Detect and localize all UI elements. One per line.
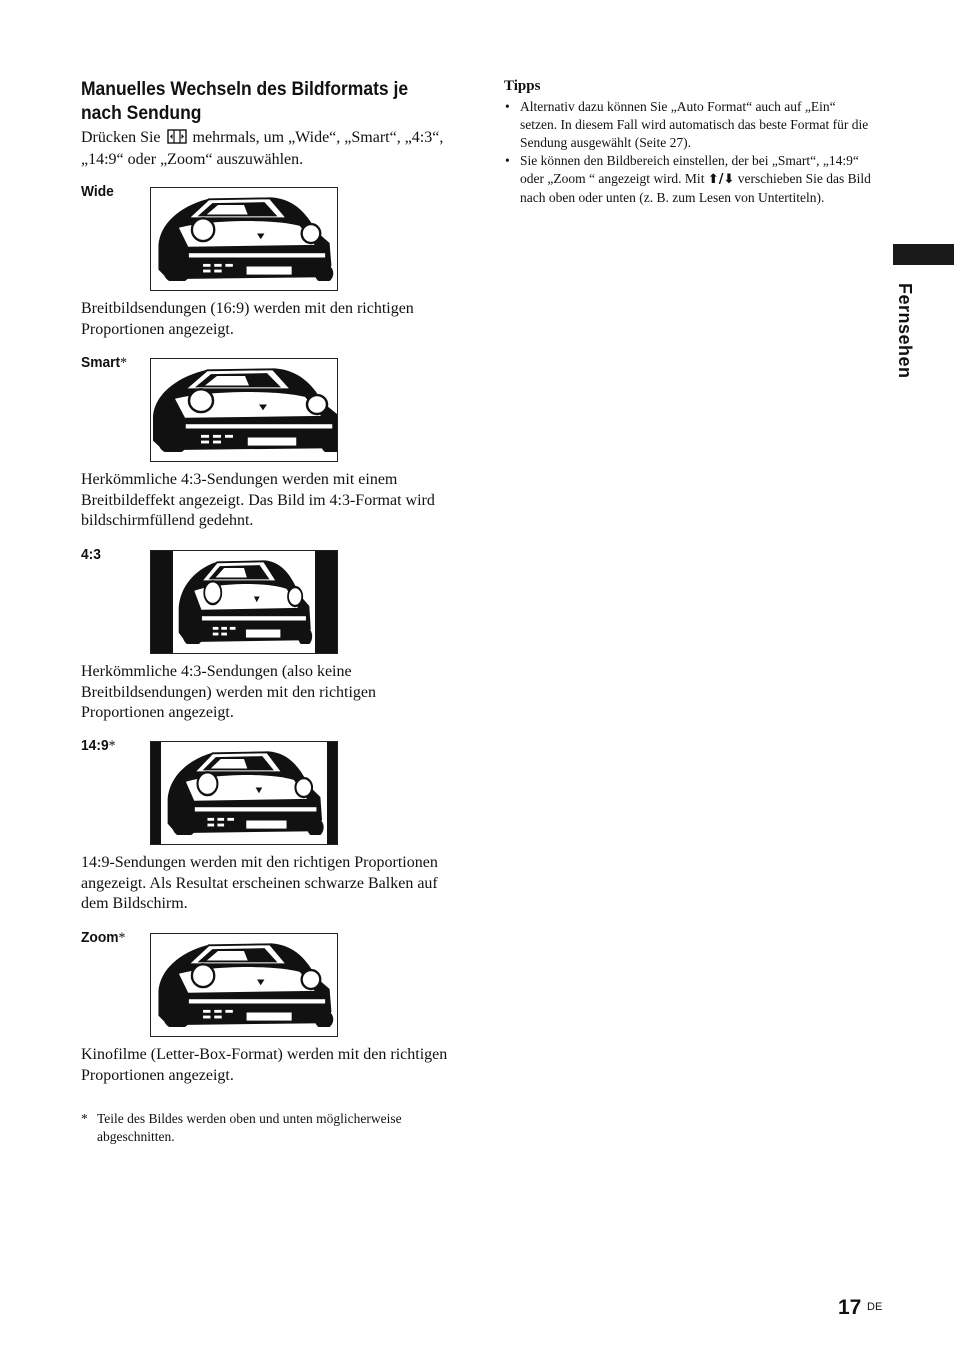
wide-mode-icon <box>167 129 187 150</box>
car-image <box>151 359 337 461</box>
14-9-format-screen <box>150 741 338 845</box>
smart-format-screen <box>150 358 338 462</box>
zoom-format-screen <box>150 933 338 1037</box>
intro-after-icon: mehrmals, um „Wide“, „Smart“, „4:3“, „14:9“ oder „Zoom“ auszuwählen. <box>81 129 444 168</box>
format-asterisk: * <box>120 355 128 371</box>
tip-text-before: Sie können den Bildbereich einstellen, der bei „Smart“, „14:9“ oder „Zoom “ angezeigt wird. Mit <box>520 153 859 186</box>
format-label-text: Smart <box>81 354 121 371</box>
chapter-tab-marker <box>893 244 954 265</box>
pillarbox-left <box>151 551 173 653</box>
format-label-text: 14:9 <box>81 737 109 754</box>
bullet-icon: • <box>505 99 510 114</box>
format-label-text: Wide <box>81 183 114 200</box>
intro-before-icon: Drücken Sie <box>81 129 161 146</box>
tip-item <box>504 152 874 207</box>
section-heading: Manuelles Wechseln des Bildformats je nach Sendung <box>81 79 409 124</box>
chapter-tab-label: Fernsehen <box>895 283 915 379</box>
pillarbox-right <box>327 742 337 844</box>
car-image <box>151 551 337 653</box>
page-language: DE <box>867 1301 883 1313</box>
tip-text-after: verschieben Sie das Bild nach oben oder unten (z. B. zum Lesen von Untertiteln). <box>520 171 871 205</box>
format-label-14-9 <box>81 737 116 755</box>
tip-item <box>504 98 874 152</box>
tip-text: Alternativ dazu können Sie „Auto Format“ auch auf „Ein“ setzen. In diesem Fall wird automatisch das beste Format für die Sendung ausgewählt (Seite 27). <box>520 99 869 150</box>
intro-text <box>81 128 461 170</box>
format-label-4-3 <box>81 546 101 564</box>
tips-title: Tipps <box>504 78 541 94</box>
car-image <box>151 934 337 1036</box>
pillarbox-left <box>151 742 161 844</box>
format-label-smart <box>81 354 127 372</box>
format-description-zoom: Kinofilme (Letter-Box-Format) werden mit den richtigen Proportionen angezeigt. <box>81 1046 448 1084</box>
format-label-text: Zoom <box>81 929 119 946</box>
format-label-text: 4:3 <box>81 546 101 563</box>
car-image <box>151 188 337 290</box>
format-asterisk: * <box>108 738 116 754</box>
up-down-arrow-icon: ⬆/⬇ <box>707 172 735 187</box>
car-image <box>151 742 337 844</box>
format-description-4-3: Herkömmliche 4:3-Sendungen (also keine Breitbildsendungen) werden mit den richtigen Proportionen angezeigt. <box>81 663 377 721</box>
format-description-wide: Breitbildsendungen (16:9) werden mit den richtigen Proportionen angezeigt. <box>81 300 414 338</box>
footnote-text: Teile des Bildes werden oben und unten möglicherweise abgeschnitten. <box>97 1111 402 1144</box>
format-description-smart: Herkömmliche 4:3-Sendungen werden mit einem Breitbildeffekt angezeigt. Das Bild im 4:3-Format wird bildschirmfüllend gedehnt. <box>81 471 435 529</box>
format-label-zoom <box>81 929 125 947</box>
format-asterisk: * <box>118 930 126 946</box>
page-number: 17 <box>838 1296 862 1319</box>
wide-format-screen <box>150 187 338 291</box>
tips-list <box>504 98 874 207</box>
bullet-icon: • <box>505 153 510 168</box>
footnote-mark: * <box>81 1111 88 1126</box>
footnote <box>81 1110 461 1146</box>
format-description-14-9: 14:9-Sendungen werden mit den richtigen Proportionen angezeigt. Als Resultat erscheinen schwarze Balken auf dem Bildschirm. <box>81 854 438 912</box>
format-label-wide <box>81 183 114 201</box>
4-3-format-screen <box>150 550 338 654</box>
pillarbox-right <box>315 551 337 653</box>
